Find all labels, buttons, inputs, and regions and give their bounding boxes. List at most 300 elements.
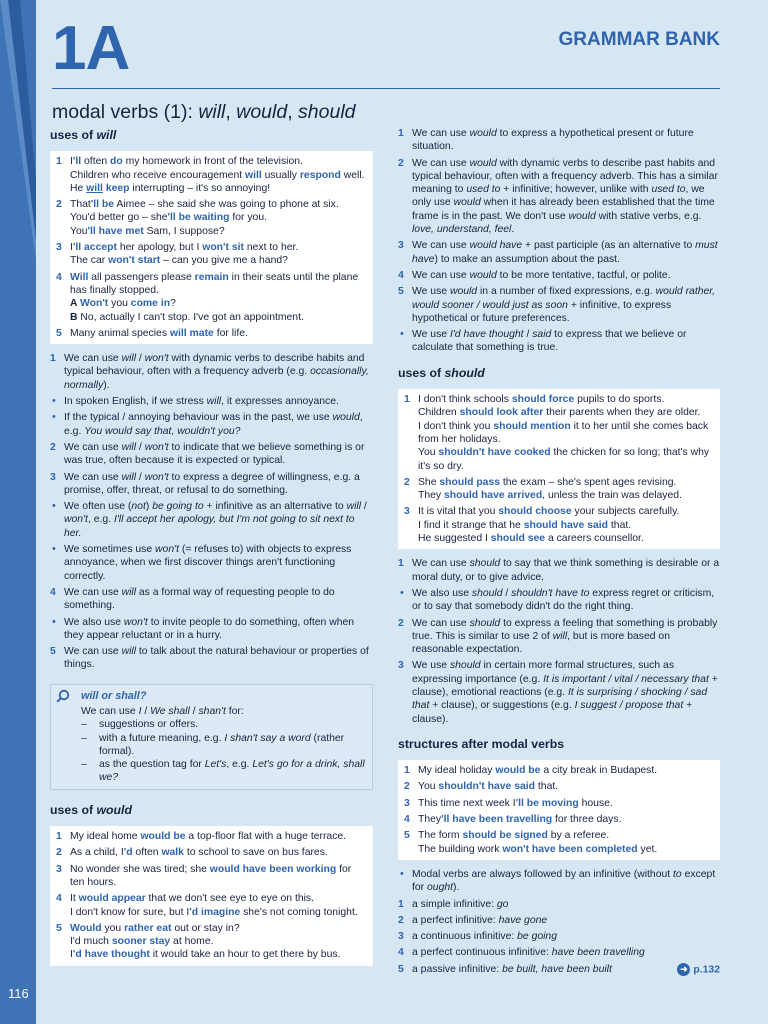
text: with dynamic verbs to describe habits and typical behaviour, often with a frequency adverb (e.g. (64, 353, 365, 378)
bullet-icon: • (400, 867, 404, 880)
key-phrase: 'll be (90, 199, 115, 211)
tip-item (81, 758, 366, 785)
italic-text: Let's go for a drink, shall we? (99, 759, 365, 784)
text: We can use (412, 617, 470, 629)
key-phrase: should see (490, 533, 546, 545)
item-number: 4 (404, 814, 410, 826)
italic-text: I shan't say a word (224, 732, 311, 744)
text: The building work (418, 843, 503, 855)
text: I (70, 949, 73, 961)
item-line (56, 211, 367, 224)
text: you (101, 922, 125, 934)
item-number: 5 (398, 286, 404, 298)
dash-icon: – (81, 759, 87, 771)
text: ). (453, 882, 460, 894)
text: . (511, 224, 515, 236)
key-phrase: 'd (123, 847, 133, 859)
text: modal verbs (1): (52, 101, 199, 123)
numbered-item (50, 645, 373, 672)
numbered-item (398, 914, 720, 927)
italic-text: would rather, would sooner / would just as soon (412, 286, 716, 311)
key-phrase: shouldn't have said (438, 781, 536, 793)
item-line (404, 843, 714, 856)
numbered-item (56, 241, 367, 254)
italic-text: would (332, 412, 360, 424)
italic-text: Let's (204, 759, 227, 771)
text: it to her until she comes back from her holidays. (418, 420, 709, 445)
text: I don't think you (418, 420, 494, 432)
numbered-item (56, 846, 367, 859)
page-reference[interactable] (677, 963, 720, 977)
item-number: 5 (50, 646, 56, 658)
text: , (225, 101, 237, 123)
tip-body (57, 690, 366, 785)
item-line (56, 182, 367, 195)
text: that we don't see eye to eye on this. (145, 893, 314, 905)
text: often (132, 847, 162, 859)
item-number: 1 (404, 394, 410, 406)
item-line (56, 311, 367, 324)
subheading (398, 367, 720, 380)
item-line (56, 935, 367, 948)
numbered-item (50, 586, 373, 613)
bold-text: shall (115, 689, 140, 702)
tip-item (81, 732, 366, 759)
text: We can use (412, 558, 470, 570)
key-phrase: won't start (108, 255, 161, 267)
bullet-item (398, 328, 720, 355)
text: ? (170, 298, 176, 310)
key-phrase: will (86, 182, 103, 194)
bullet-item (398, 587, 720, 614)
text: pupils to do sports. (574, 394, 665, 406)
italic-text: be built, have been built (502, 963, 612, 975)
text: in their seats until the plane has finally stopped. (70, 271, 359, 296)
text: / (361, 501, 367, 513)
item-number: 5 (56, 327, 62, 339)
text: We can use (64, 471, 122, 483)
subheading (398, 738, 720, 751)
text: No, actually I can't stop. I've got an appointment. (80, 311, 304, 323)
italic-text: We shall (150, 705, 190, 717)
italic-text: will (121, 353, 137, 365)
key-phrase: 'll accept (72, 242, 117, 254)
text: They (418, 814, 442, 826)
item-number: 3 (398, 660, 404, 672)
item-number: 1 (398, 128, 404, 139)
left-column (50, 127, 373, 974)
item-number: 4 (50, 586, 56, 598)
item-number: 1 (398, 898, 404, 910)
text: with a future meaning, e.g. (99, 732, 225, 744)
text: for three days. (552, 814, 622, 826)
subheading (50, 804, 373, 817)
text: as a formal way of requesting people to do something. (64, 586, 335, 612)
key-phrase: should mention (493, 420, 571, 432)
key-phrase: should pass (439, 476, 500, 488)
italic-text: won't (123, 616, 148, 628)
text: a continuous infinitive: (412, 931, 518, 943)
bold-text: A (70, 298, 81, 310)
numbered-item (398, 930, 720, 943)
key-phrase: won't sit (202, 242, 244, 254)
italic-text: would (469, 157, 497, 169)
tip-intro (81, 705, 366, 718)
item-number: 3 (404, 797, 410, 809)
numbered-item (404, 813, 714, 826)
key-phrase: come in (130, 298, 171, 310)
text: You'd better go – she (70, 212, 168, 224)
text: / (189, 705, 199, 717)
italic-text: shan't (198, 705, 226, 717)
numbered-item (56, 922, 367, 935)
item-line (404, 489, 714, 502)
italic-text: will (121, 646, 137, 658)
italic-text: ought (427, 882, 454, 894)
text: Children who receive encouragement (70, 169, 246, 181)
text: usually (261, 169, 300, 181)
numbered-item (398, 659, 720, 725)
numbered-item (56, 830, 367, 843)
text: for ten hours. (70, 863, 352, 888)
bullet-item (50, 543, 373, 583)
italic-text: should (444, 365, 485, 380)
tip-title (81, 690, 366, 703)
key-phrase: remain (194, 271, 229, 283)
side-stripe-decoration (0, 0, 36, 260)
bullet-icon: • (52, 411, 56, 424)
text: in certain more formal structures, such as expressing importance (e.g. (412, 660, 675, 685)
text: We often use ( (64, 501, 132, 513)
magnifier-icon (56, 689, 70, 703)
key-phrase: keep (105, 182, 130, 194)
text: by a referee. (547, 830, 610, 842)
text: for life. (213, 327, 248, 339)
item-number: 5 (398, 963, 404, 975)
item-line (56, 169, 367, 182)
example-box (398, 389, 720, 549)
rules-list (398, 868, 720, 976)
item-number: 1 (56, 156, 62, 168)
side-bar (0, 0, 36, 1024)
italic-text: won't (144, 353, 169, 365)
italic-text: would (453, 197, 481, 209)
numbered-item (404, 829, 714, 842)
item-line (404, 519, 714, 532)
item-line (56, 254, 367, 267)
text: We use (412, 329, 450, 341)
text: We can use (64, 646, 122, 658)
text: a perfect infinitive: (412, 914, 499, 926)
item-number: 2 (404, 476, 410, 488)
bold-text: or (98, 689, 116, 702)
key-phrase: Would (70, 922, 102, 934)
text: I don't know for sure, but I (70, 906, 190, 918)
text: to indicate that we believe something is or was true, often because it is expected or typical. (64, 441, 365, 467)
bullet-icon: • (400, 586, 404, 599)
text: She (418, 476, 440, 488)
key-phrase: 'll be waiting (167, 212, 230, 224)
text: We also use (64, 616, 124, 628)
text: my homework in front of the television. (122, 156, 303, 168)
text: We also use (412, 587, 472, 599)
text: He suggested I (418, 533, 491, 545)
text: Children (418, 407, 460, 419)
text: ) to make an assumption about the past. (434, 253, 620, 265)
item-line (56, 948, 367, 961)
italic-text: would (236, 101, 288, 123)
text: We can use (64, 586, 122, 598)
text: We use (412, 660, 450, 672)
italic-text: would (96, 802, 132, 817)
page-number: 116 (8, 986, 29, 1001)
text: a city break in Budapest. (540, 765, 658, 777)
item-line (56, 906, 367, 919)
subheading (50, 129, 373, 142)
item-number: 2 (56, 847, 62, 859)
text: except for (412, 868, 716, 894)
numbered-item (50, 471, 373, 498)
italic-text: won't (144, 441, 169, 453)
text: + clause). (412, 700, 693, 725)
bullet-item (50, 411, 373, 438)
numbered-item (404, 764, 714, 777)
text: (rather formal). (99, 732, 345, 757)
italic-text: would (449, 286, 478, 298)
key-phrase: will (245, 169, 262, 181)
reference-text: p.132 (693, 963, 720, 975)
numbered-item (56, 327, 367, 340)
text: uses of (50, 128, 97, 142)
item-number: 3 (56, 863, 62, 875)
item-line (404, 420, 714, 447)
text: Modal verbs are always followed by an infinitive (without (412, 868, 674, 880)
numbered-item (398, 617, 720, 657)
key-phrase: 'd imagine (189, 906, 241, 918)
text: We can use (412, 240, 470, 252)
numbered-item (56, 271, 367, 298)
text: a passive infinitive: (412, 963, 503, 975)
text: We can use (64, 441, 122, 453)
text: Sam, I suppose? (143, 225, 225, 237)
key-phrase: should look after (459, 407, 544, 419)
bullet-item (50, 616, 373, 643)
text: a top-floor flat with a huge terrace. (185, 831, 347, 843)
bullet-item (50, 500, 373, 540)
italic-text: will (121, 471, 137, 483)
item-number: 2 (398, 157, 404, 169)
text: a perfect continuous infinitive: (412, 947, 552, 959)
numbered-item (404, 476, 714, 489)
italic-text: I suggest / propose that (574, 700, 684, 712)
numbered-item (398, 157, 720, 237)
page-heading (52, 101, 356, 124)
text: interrupting – it's so annoying! (129, 182, 271, 194)
text: a careers counsellor. (545, 533, 644, 545)
text: / (136, 353, 145, 365)
text: I find it strange that he (418, 519, 524, 531)
text: that. (535, 781, 559, 793)
dash-icon: – (81, 719, 87, 731)
italic-text: should (298, 101, 356, 123)
text: to express a hypothetical present or future situation. (412, 128, 694, 153)
item-number: 2 (398, 914, 404, 926)
text: to be more tentative, tactful, or polite. (496, 269, 671, 281)
text: often (81, 156, 111, 168)
text: You (70, 225, 88, 237)
text: she's not coming tonight. (240, 906, 358, 918)
rules-list (398, 557, 720, 726)
text: uses of (398, 365, 445, 380)
key-phrase: 'll (72, 156, 82, 168)
numbered-item (398, 946, 720, 959)
text: Aimee – she said she was going to phone at six. (114, 199, 339, 211)
italic-text: go (496, 898, 509, 910)
italic-text: would (469, 128, 497, 139)
text: for you. (229, 212, 267, 224)
item-number: 3 (398, 931, 404, 943)
item-number: 1 (50, 353, 56, 365)
italic-text: love, understand, feel (412, 224, 512, 236)
italic-text: should (469, 558, 501, 570)
item-number: 1 (56, 831, 62, 843)
section-title: GRAMMAR BANK (558, 29, 720, 50)
text: You (418, 447, 439, 459)
text: yet. (637, 843, 658, 855)
text: / (136, 471, 145, 483)
text: As a child, I (70, 847, 124, 859)
text: We can use (412, 157, 470, 169)
numbered-item (56, 155, 367, 168)
right-column (398, 127, 720, 988)
key-phrase: will mate (169, 327, 214, 339)
item-number: 4 (56, 271, 62, 283)
text: in a number of fixed expressions, e.g. (477, 286, 656, 298)
item-number: 4 (56, 893, 62, 905)
bullet-icon: • (400, 328, 404, 341)
header-divider (52, 88, 720, 89)
text: We can use (412, 128, 470, 139)
text: to talk about the natural behaviour or properties of things. (64, 646, 369, 671)
text: I'd much (70, 936, 112, 948)
text: to express that we believe or calculate that something is true. (412, 329, 687, 354)
key-phrase: would be (140, 831, 186, 843)
text: when it has already been established that the time frame is in the past. We don't use (412, 197, 715, 222)
text: (= refuses to) with objects to express annoyance, when we first discover things aren't functioning correctly. (64, 544, 352, 582)
numbered-item (398, 557, 720, 584)
item-number: 3 (50, 471, 56, 483)
text: express regret or criticism, or to say that somebody didn't do the right thing. (412, 587, 715, 613)
key-phrase: should force (511, 394, 575, 406)
text: , e.g. (226, 759, 253, 771)
text: I (70, 242, 73, 254)
item-number: 2 (398, 617, 404, 629)
key-phrase: Will (70, 271, 89, 283)
text: , e.g. (64, 412, 363, 437)
text: + infinitive; however, unlike with (500, 184, 652, 196)
text: structures after modal verbs (398, 736, 565, 751)
text: He (70, 182, 87, 194)
text: to invite people to do something, often when they appear reluctant or in a hurry. (64, 616, 355, 641)
text: We can use (412, 269, 470, 281)
italic-text: won't (155, 544, 179, 556)
numbered-item (398, 269, 720, 282)
text: This time next week I (418, 797, 516, 809)
item-number: 3 (56, 242, 62, 254)
italic-text: used to (466, 184, 501, 196)
text: + clause), or suggestions (e.g. (429, 700, 575, 712)
dash-icon: – (81, 732, 87, 744)
text: ) (145, 501, 153, 513)
key-phrase: would appear (78, 893, 146, 905)
text: It is vital that you (418, 506, 499, 518)
text: We use (412, 286, 450, 298)
italic-text: should (449, 660, 481, 672)
italic-text: I (138, 705, 142, 717)
italic-text: won't (64, 514, 88, 526)
text: to express a degree of willingness, e.g. a promise, offer, threat, or refusal to do something. (64, 471, 360, 496)
unit-number: 1A (52, 14, 130, 83)
text: a simple infinitive: (412, 898, 497, 910)
numbered-item (50, 352, 373, 392)
text: ). (103, 379, 110, 391)
text: that. (608, 519, 632, 531)
key-phrase: 'd have thought (72, 949, 150, 961)
key-phrase: respond (299, 169, 341, 181)
numbered-item (404, 797, 714, 810)
text: as the question tag for (99, 759, 205, 771)
key-phrase: won't have been completed (502, 843, 638, 855)
italic-text: would have (469, 240, 523, 252)
item-line (404, 532, 714, 545)
italic-text: have been travelling (551, 947, 645, 959)
key-phrase: walk (161, 847, 184, 859)
text: , it expresses annoyance. (221, 396, 339, 408)
italic-text: would (568, 210, 596, 222)
item-number: 3 (404, 506, 410, 518)
text: In spoken English, if we stress (64, 396, 207, 408)
bullet-icon: • (52, 615, 56, 628)
item-number: 1 (404, 765, 410, 777)
italic-text: will (206, 396, 222, 408)
text: + infinitive, to express hypothetical or future preferences. (412, 299, 672, 324)
example-box (50, 826, 373, 966)
italic-text: will (96, 128, 117, 142)
text: the exam – she's spent ages revising. (500, 476, 677, 488)
key-phrase: 'll have met (87, 225, 144, 237)
key-phrase: would be (495, 765, 541, 777)
italic-text: I'd have thought (449, 329, 524, 341)
numbered-item (56, 863, 367, 890)
text: You (418, 781, 439, 793)
numbered-item (404, 505, 714, 518)
arrow-right-circle-icon: ➜ (677, 963, 690, 976)
italic-text: will (121, 441, 137, 453)
italic-text: be going (517, 931, 557, 943)
key-phrase: should choose (498, 506, 572, 518)
numbered-item (398, 239, 720, 266)
item-number: 1 (398, 558, 404, 570)
numbered-item (404, 780, 714, 793)
italic-text: It is important / vital / necessary that (543, 673, 709, 685)
bullet-icon: • (52, 395, 56, 408)
bold-text: will (81, 689, 99, 702)
key-phrase: 'll be moving (515, 797, 579, 809)
text: If the typical / annoying behaviour was in the past, we use (64, 412, 333, 424)
item-number: 3 (398, 240, 404, 252)
italic-text: would (469, 269, 497, 281)
text: it would take an hour to get there by bus. (149, 949, 341, 961)
